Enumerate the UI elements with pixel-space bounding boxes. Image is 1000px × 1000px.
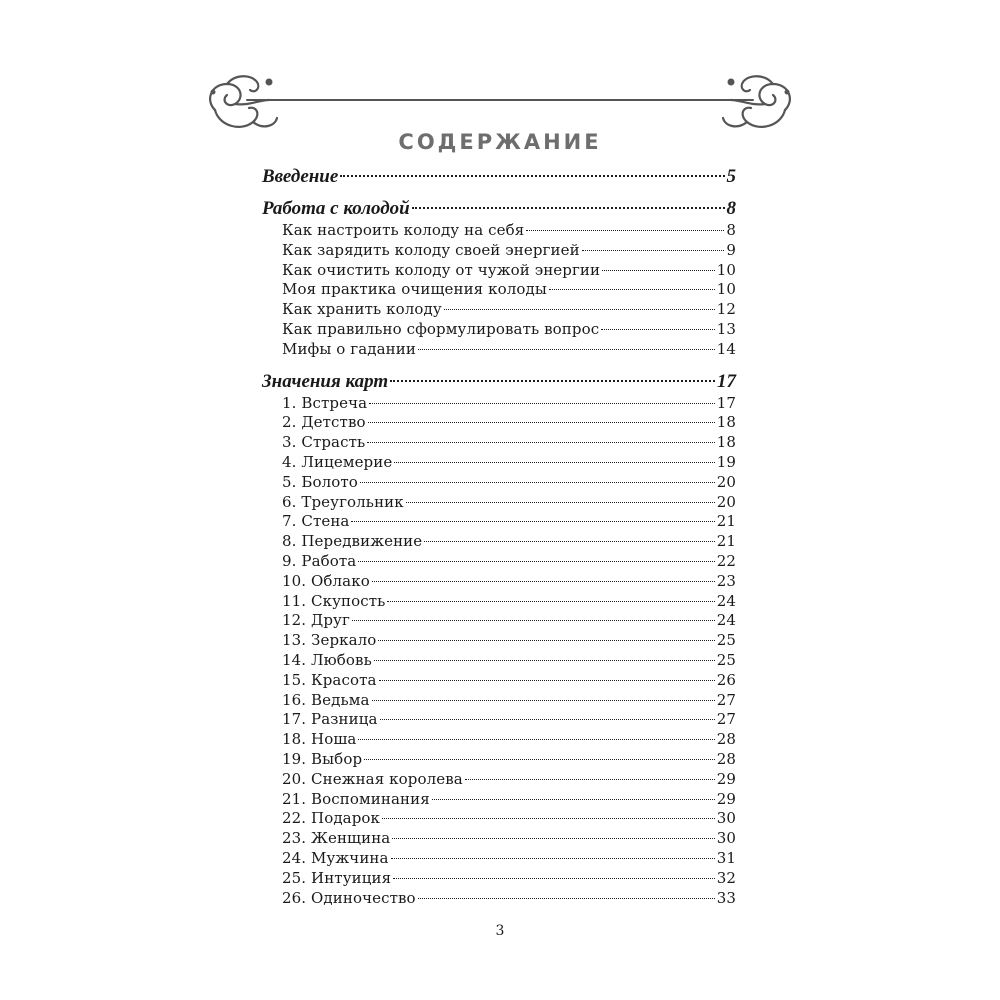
entry-page-number: 9 bbox=[726, 240, 736, 259]
toc-entry[interactable] bbox=[262, 671, 736, 691]
toc-entry[interactable] bbox=[262, 869, 736, 889]
toc-entry[interactable] bbox=[262, 730, 736, 750]
dot-leader bbox=[364, 759, 715, 760]
entry-title: 21. Воспоминания bbox=[282, 789, 430, 808]
toc-entry[interactable] bbox=[262, 261, 736, 281]
toc-entry[interactable] bbox=[262, 453, 736, 473]
dot-leader bbox=[372, 700, 715, 701]
entry-title: Как очистить колоду от чужой энергии bbox=[282, 260, 601, 279]
dot-leader bbox=[390, 380, 715, 382]
entry-page-number: 13 bbox=[716, 319, 736, 338]
dot-leader bbox=[444, 309, 715, 310]
entry-title: 17. Разница bbox=[282, 710, 378, 729]
toc-entry[interactable] bbox=[262, 809, 736, 829]
entry-title: 3. Страсть bbox=[282, 433, 366, 452]
entry-page-number: 20 bbox=[716, 492, 736, 511]
dot-leader bbox=[369, 403, 715, 404]
entry-page-number: 14 bbox=[716, 339, 736, 358]
dot-leader bbox=[360, 482, 715, 483]
entry-page-number: 28 bbox=[716, 749, 736, 768]
entry-page-number: 12 bbox=[716, 300, 736, 319]
entry-page-number: 30 bbox=[716, 809, 736, 828]
entry-page-number: 28 bbox=[716, 730, 736, 749]
entry-page-number: 26 bbox=[716, 670, 736, 689]
dot-leader bbox=[368, 422, 715, 423]
toc-section-entry[interactable] bbox=[262, 196, 736, 221]
toc-entry[interactable] bbox=[262, 280, 736, 300]
right-scroll-ornament bbox=[723, 76, 790, 127]
entry-page-number: 20 bbox=[716, 472, 736, 491]
entry-page-number: 18 bbox=[716, 413, 736, 432]
toc-entry[interactable] bbox=[262, 651, 736, 671]
entry-page-number: 23 bbox=[716, 571, 736, 590]
entry-page-number: 10 bbox=[716, 260, 736, 279]
toc-entry[interactable] bbox=[262, 320, 736, 340]
entry-page-number: 21 bbox=[716, 512, 736, 531]
section-heading: Работа с колодой bbox=[262, 198, 410, 219]
entry-page-number: 25 bbox=[716, 631, 736, 650]
entry-title: 5. Болото bbox=[282, 472, 358, 491]
entry-page-number: 10 bbox=[716, 280, 736, 299]
dot-leader bbox=[351, 521, 714, 522]
toc-section-entry[interactable] bbox=[262, 164, 736, 189]
toc-section-entry[interactable] bbox=[262, 369, 736, 394]
toc-entry[interactable] bbox=[262, 691, 736, 711]
dot-leader bbox=[382, 818, 715, 819]
toc-entry[interactable] bbox=[262, 433, 736, 453]
toc-entry[interactable] bbox=[262, 241, 736, 261]
entry-title: 7. Стена bbox=[282, 512, 350, 531]
dot-leader bbox=[358, 561, 714, 562]
entry-title: 8. Передвижение bbox=[282, 532, 423, 551]
entry-title: 10. Облако bbox=[282, 571, 370, 590]
dot-leader bbox=[379, 680, 715, 681]
entry-page-number: 32 bbox=[716, 868, 736, 887]
dot-leader bbox=[391, 858, 715, 859]
section-heading: Значения карт bbox=[262, 370, 389, 392]
entry-title: Как зарядить колоду своей энергией bbox=[282, 240, 580, 259]
dot-leader bbox=[432, 799, 715, 800]
dot-leader bbox=[367, 442, 714, 443]
toc-entry[interactable] bbox=[262, 790, 736, 810]
entry-title: Мифы о гадании bbox=[282, 339, 416, 358]
entry-page-number: 33 bbox=[716, 888, 736, 907]
dot-leader bbox=[602, 270, 715, 271]
toc-entry[interactable] bbox=[262, 572, 736, 592]
entry-title: 1. Встреча bbox=[282, 393, 368, 412]
toc-entry[interactable] bbox=[262, 889, 736, 909]
dot-leader bbox=[352, 620, 715, 621]
entry-page-number: 21 bbox=[716, 532, 736, 551]
entry-title: Как хранить колоду bbox=[282, 300, 442, 319]
toc-entry[interactable] bbox=[262, 340, 736, 360]
entry-title: 24. Мужчина bbox=[282, 848, 389, 867]
entry-title: 9. Работа bbox=[282, 551, 357, 570]
entry-title: Моя практика очищения колоды bbox=[282, 280, 547, 299]
toc-entry[interactable] bbox=[262, 300, 736, 320]
entry-title: 25. Интуиция bbox=[282, 868, 392, 887]
dot-leader bbox=[418, 898, 715, 899]
entry-title: 14. Любовь bbox=[282, 650, 372, 669]
dot-leader bbox=[374, 660, 715, 661]
toc-entry[interactable] bbox=[262, 493, 736, 513]
dot-leader bbox=[340, 175, 724, 177]
entry-page-number: 18 bbox=[716, 433, 736, 452]
entry-page-number: 29 bbox=[716, 789, 736, 808]
page-title: СОДЕРЖАНИЕ bbox=[398, 130, 602, 154]
section-page-number: 8 bbox=[726, 198, 736, 219]
dot-leader bbox=[393, 878, 715, 879]
entry-title: 12. Друг bbox=[282, 611, 350, 630]
dot-leader bbox=[412, 207, 725, 209]
entry-page-number: 30 bbox=[716, 829, 736, 848]
table-of-contents bbox=[262, 164, 736, 908]
dot-leader bbox=[406, 502, 715, 503]
entry-page-number: 29 bbox=[716, 769, 736, 788]
toc-entry[interactable] bbox=[262, 710, 736, 730]
entry-page-number: 17 bbox=[716, 393, 736, 412]
entry-page-number: 19 bbox=[716, 452, 736, 471]
section-page-number: 5 bbox=[726, 166, 736, 187]
toc-entry[interactable] bbox=[262, 512, 736, 532]
entry-title: 19. Выбор bbox=[282, 749, 363, 768]
entry-title: 22. Подарок bbox=[282, 809, 381, 828]
entry-page-number: 31 bbox=[716, 848, 736, 867]
dot-leader bbox=[526, 230, 724, 231]
dot-leader bbox=[392, 838, 714, 839]
dot-leader bbox=[465, 779, 715, 780]
entry-page-number: 24 bbox=[716, 591, 736, 610]
entry-title: 16. Ведьма bbox=[282, 690, 370, 709]
dot-leader bbox=[582, 250, 725, 251]
page-number: 3 bbox=[495, 923, 505, 939]
toc-entry[interactable] bbox=[262, 770, 736, 790]
dot-leader bbox=[378, 640, 714, 641]
toc-entry[interactable] bbox=[262, 829, 736, 849]
toc-entry[interactable] bbox=[262, 849, 736, 869]
entry-title: 2. Детство bbox=[282, 413, 366, 432]
entry-page-number: 27 bbox=[716, 690, 736, 709]
left-scroll-ornament bbox=[210, 76, 277, 127]
entry-page-number: 27 bbox=[716, 710, 736, 729]
toc-entry[interactable] bbox=[262, 611, 736, 631]
section-page-number: 17 bbox=[717, 370, 736, 392]
toc-entry[interactable] bbox=[262, 394, 736, 414]
entry-title: 4. Лицемерие bbox=[282, 452, 393, 471]
toc-entry[interactable] bbox=[262, 413, 736, 433]
dot-leader bbox=[424, 541, 714, 542]
entry-page-number: 8 bbox=[726, 221, 736, 239]
section-heading: Введение bbox=[262, 166, 339, 187]
dot-leader bbox=[549, 289, 715, 290]
toc-entry[interactable] bbox=[262, 473, 736, 493]
entry-page-number: 24 bbox=[716, 611, 736, 630]
toc-entry[interactable] bbox=[262, 221, 736, 241]
dot-leader bbox=[418, 349, 715, 350]
toc-entry[interactable] bbox=[262, 631, 736, 651]
entry-page-number: 25 bbox=[716, 650, 736, 669]
entry-title: 15. Красота bbox=[282, 670, 377, 689]
toc-entry[interactable] bbox=[262, 552, 736, 572]
entry-title: 26. Одиночество bbox=[282, 888, 416, 907]
entry-title: 13. Зеркало bbox=[282, 631, 377, 650]
toc-entry[interactable] bbox=[262, 750, 736, 770]
entry-title: 23. Женщина bbox=[282, 829, 391, 848]
entry-title: 6. Треугольник bbox=[282, 492, 404, 511]
dot-leader bbox=[358, 739, 714, 740]
entry-page-number: 22 bbox=[716, 551, 736, 570]
entry-title: Как правильно сформулировать вопрос bbox=[282, 319, 600, 338]
toc-entry[interactable] bbox=[262, 592, 736, 612]
dot-leader bbox=[387, 601, 714, 602]
toc-entry[interactable] bbox=[262, 532, 736, 552]
entry-title: 20. Снежная королева bbox=[282, 769, 463, 788]
dot-leader bbox=[380, 719, 715, 720]
entry-title: 18. Ноша bbox=[282, 730, 357, 749]
entry-title: 11. Скупость bbox=[282, 591, 386, 610]
dot-leader bbox=[601, 329, 714, 330]
entry-title: Как настроить колоду на себя bbox=[282, 221, 525, 239]
dot-leader bbox=[394, 462, 714, 463]
dot-leader bbox=[372, 581, 715, 582]
